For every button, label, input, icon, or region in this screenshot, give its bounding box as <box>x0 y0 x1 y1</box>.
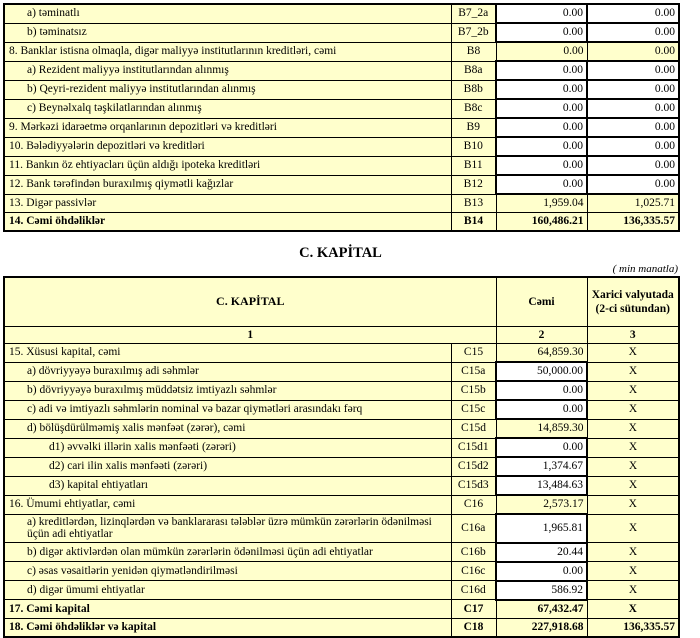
row-C15 <box>4 344 679 363</box>
column-number-row <box>4 327 679 344</box>
row-C15b <box>4 381 679 400</box>
row-label-B8c: c) Beynəlxalq təşkilatlarından alınmış <box>4 99 451 118</box>
row-C15d2 <box>4 457 679 476</box>
cell-foreign-B7_2a[interactable]: 0.00 <box>587 4 679 23</box>
row-code-C16a: C16a <box>451 514 496 543</box>
row-label-C15d: d) bölüşdürülməmiş xalis mənfəət (zərər), cəmi <box>4 419 451 438</box>
row-code-B8: B8 <box>451 42 496 61</box>
row-B11 <box>4 156 679 175</box>
cell-total-B8c[interactable]: 0.00 <box>496 99 587 118</box>
row-label-C15: 15. Xüsusi kapital, cəmi <box>4 344 451 363</box>
column-number-total: 2 <box>496 327 587 344</box>
cell-foreign-B8a[interactable]: 0.00 <box>587 61 679 80</box>
row-label-C15d3: d3) kapital ehtiyatları <box>4 476 451 495</box>
cell-total-C15d3[interactable]: 13,484.63 <box>496 476 587 495</box>
row-C15a <box>4 362 679 381</box>
row-code-C15d2: C15d2 <box>451 457 496 476</box>
cell-total-B13: 1,959.04 <box>496 194 587 213</box>
row-B14 <box>4 213 679 232</box>
row-label-C17: 17. Cəmi kapital <box>4 600 451 619</box>
row-C16 <box>4 495 679 514</box>
cell-total-C16d[interactable]: 586.92 <box>496 581 587 600</box>
row-label-C16d: d) digər ümumi ehtiyatlar <box>4 581 451 600</box>
row-C15d <box>4 419 679 438</box>
cell-foreign-C15b: X <box>587 381 679 400</box>
cell-foreign-B7_2b[interactable]: 0.00 <box>587 23 679 42</box>
row-C15d3 <box>4 476 679 495</box>
row-C16c <box>4 562 679 581</box>
row-code-B11: B11 <box>451 156 496 175</box>
cell-foreign-C15d: X <box>587 419 679 438</box>
cell-foreign-C18: 136,335.57 <box>587 618 679 637</box>
capital-header-title: C. KAPİTAL <box>4 277 496 327</box>
row-code-C17: C17 <box>451 600 496 619</box>
row-C15d1 <box>4 438 679 457</box>
row-label-C16b: b) digər aktivlərdən olan mümkün zərərlərin ödənilməsi üçün adi ehtiyatlar <box>4 543 451 562</box>
cell-total-C16c[interactable]: 0.00 <box>496 562 587 581</box>
cell-total-C15a[interactable]: 50,000.00 <box>496 362 587 381</box>
row-label-B11: 11. Bankın öz ehtiyacları üçün aldığı ipoteka kreditləri <box>4 156 451 175</box>
row-label-C15a: a) dövriyyəyə buraxılmış adi səhmlər <box>4 362 451 381</box>
row-label-B8b: b) Qeyri-rezident maliyyə institutlarından alınmış <box>4 80 451 99</box>
row-code-B7_2a: B7_2a <box>451 4 496 23</box>
row-code-C16d: C16d <box>451 581 496 600</box>
units-note: ( min manatla) <box>612 263 678 275</box>
cell-foreign-C16: X <box>587 495 679 514</box>
row-code-C15d3: C15d3 <box>451 476 496 495</box>
row-C16a <box>4 514 679 543</box>
column-number-desc: 1 <box>4 327 496 344</box>
row-code-C15c: C15c <box>451 400 496 419</box>
row-B7_2a <box>4 4 679 23</box>
cell-total-C18: 227,918.68 <box>496 618 587 637</box>
cell-foreign-C15: X <box>587 344 679 363</box>
cell-total-B7_2b[interactable]: 0.00 <box>496 23 587 42</box>
cell-total-C15b[interactable]: 0.00 <box>496 381 587 400</box>
cell-total-C15: 64,859.30 <box>496 344 587 363</box>
row-label-C15d1: d1) əvvəlki illərin xalis mənfəəti (zərəri) <box>4 438 451 457</box>
row-label-C16: 16. Ümumi ehtiyatlar, cəmi <box>4 495 451 514</box>
row-code-C18: C18 <box>451 618 496 637</box>
cell-foreign-B9[interactable]: 0.00 <box>587 118 679 137</box>
cell-foreign-C16a: X <box>587 514 679 543</box>
row-B8a <box>4 61 679 80</box>
cell-foreign-B13: 1,025.71 <box>587 194 679 213</box>
row-label-B14: 14. Cəmi öhdəliklər <box>4 213 451 232</box>
cell-total-C16b[interactable]: 20.44 <box>496 543 587 562</box>
cell-foreign-B8b[interactable]: 0.00 <box>587 80 679 99</box>
column-number-foreign: 3 <box>587 327 679 344</box>
row-code-B8c: B8c <box>451 99 496 118</box>
row-C15c <box>4 400 679 419</box>
cell-foreign-B10[interactable]: 0.00 <box>587 137 679 156</box>
row-B7_2b <box>4 23 679 42</box>
row-code-C15d: C15d <box>451 419 496 438</box>
cell-total-C15d2[interactable]: 1,374.67 <box>496 457 587 476</box>
row-label-B12: 12. Bank tərəfindən buraxılmış qiymətli kağızlar <box>4 175 451 194</box>
row-B8b <box>4 80 679 99</box>
row-label-C15d2: d2) cari ilin xalis mənfəəti (zərəri) <box>4 457 451 476</box>
row-label-C15c: c) adi və imtiyazlı səhmlərin nominal və bazar qiymətləri arasındakı fərq <box>4 400 451 419</box>
row-label-C18: 18. Cəmi öhdəliklər və kapital <box>4 618 451 637</box>
cell-foreign-C15c: X <box>587 400 679 419</box>
row-C16d <box>4 581 679 600</box>
cell-total-B8b[interactable]: 0.00 <box>496 80 587 99</box>
cell-total-C17: 67,432.47 <box>496 600 587 619</box>
cell-total-B7_2a[interactable]: 0.00 <box>496 4 587 23</box>
row-label-B9: 9. Mərkəzi idarəetmə orqanlarının depozitləri və kreditləri <box>4 118 451 137</box>
row-code-C15d1: C15d1 <box>451 438 496 457</box>
cell-total-B9[interactable]: 0.00 <box>496 118 587 137</box>
row-label-B8: 8. Banklar istisna olmaqla, digər maliyyə institutlarının kreditləri, cəmi <box>4 42 451 61</box>
row-B13 <box>4 194 679 213</box>
row-B8c <box>4 99 679 118</box>
column-header-foreign-currency: Xarici valyutada (2-ci sütundan) <box>587 277 679 327</box>
cell-foreign-C15a: X <box>587 362 679 381</box>
cell-total-B14: 160,486.21 <box>496 213 587 232</box>
row-code-C16: C16 <box>451 495 496 514</box>
cell-total-C15d1[interactable]: 0.00 <box>496 438 587 457</box>
row-code-C15a: C15a <box>451 362 496 381</box>
row-label-C16c: c) əsas vəsaitlərin yenidən qiymətləndirilməsi <box>4 562 451 581</box>
cell-total-C15d: 14,859.30 <box>496 419 587 438</box>
cell-foreign-C17: X <box>587 600 679 619</box>
row-B12 <box>4 175 679 194</box>
row-label-B7_2a: a) təminatlı <box>4 4 451 23</box>
row-code-C16c: C16c <box>451 562 496 581</box>
row-code-B12: B12 <box>451 175 496 194</box>
cell-foreign-C16c: X <box>587 562 679 581</box>
cell-foreign-C16d: X <box>587 581 679 600</box>
row-code-B13: B13 <box>451 194 496 213</box>
cell-foreign-B11[interactable]: 0.00 <box>587 156 679 175</box>
row-code-B7_2b: B7_2b <box>451 23 496 42</box>
row-B9 <box>4 118 679 137</box>
cell-total-C16: 2,573.17 <box>496 495 587 514</box>
row-C17 <box>4 600 679 619</box>
liabilities-table <box>3 3 680 232</box>
cell-foreign-B12[interactable]: 0.00 <box>587 175 679 194</box>
cell-foreign-C15d3: X <box>587 476 679 495</box>
cell-total-B8: 0.00 <box>496 42 587 61</box>
cell-foreign-B8: 0.00 <box>587 42 679 61</box>
row-label-B10: 10. Bələdiyyələrin depozitləri və kreditləri <box>4 137 451 156</box>
row-code-B9: B9 <box>451 118 496 137</box>
cell-foreign-B14: 136,335.57 <box>587 213 679 232</box>
capital-table <box>3 276 680 638</box>
row-label-C16a: a) kreditlərdən, lizinqlərdən və banklararası tələblər üzrə mümkün zərərlərin ödənilməsi üçün adi ehtiyatlar <box>4 514 451 543</box>
row-code-B14: B14 <box>451 213 496 232</box>
cell-total-B12[interactable]: 0.00 <box>496 175 587 194</box>
cell-total-B10[interactable]: 0.00 <box>496 137 587 156</box>
row-code-B10: B10 <box>451 137 496 156</box>
column-header-total: Cəmi <box>496 277 587 327</box>
cell-total-B11[interactable]: 0.00 <box>496 156 587 175</box>
capital-header-row <box>4 277 679 327</box>
cell-total-C15c[interactable]: 0.00 <box>496 400 587 419</box>
row-label-B8a: a) Rezident maliyyə institutlarından alınmış <box>4 61 451 80</box>
row-code-B8a: B8a <box>451 61 496 80</box>
row-C16b <box>4 543 679 562</box>
row-code-B8b: B8b <box>451 80 496 99</box>
row-B8 <box>4 42 679 61</box>
section-title: C. KAPİTAL <box>299 245 382 261</box>
row-code-C16b: C16b <box>451 543 496 562</box>
row-C18 <box>4 618 679 637</box>
row-label-B13: 13. Digər passivlər <box>4 194 451 213</box>
cell-total-B8a[interactable]: 0.00 <box>496 61 587 80</box>
row-code-C15: C15 <box>451 344 496 363</box>
cell-total-C16a[interactable]: 1,965.81 <box>496 514 587 543</box>
cell-foreign-C15d2: X <box>587 457 679 476</box>
cell-foreign-B8c[interactable]: 0.00 <box>587 99 679 118</box>
row-code-C15b: C15b <box>451 381 496 400</box>
cell-foreign-C15d1: X <box>587 438 679 457</box>
cell-foreign-C16b: X <box>587 543 679 562</box>
row-B10 <box>4 137 679 156</box>
row-label-B7_2b: b) təminatsız <box>4 23 451 42</box>
row-label-C15b: b) dövriyyəyə buraxılmış müddətsiz imtiyazlı səhmlər <box>4 381 451 400</box>
